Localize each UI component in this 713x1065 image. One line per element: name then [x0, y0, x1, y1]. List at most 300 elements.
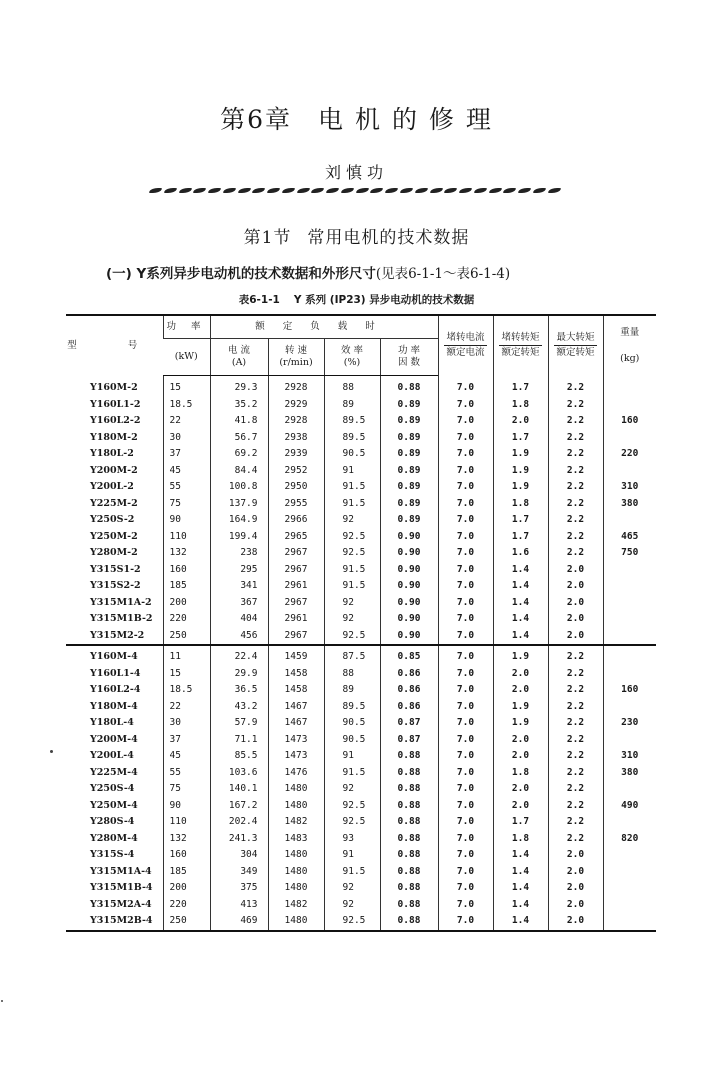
table-row [66, 578, 656, 595]
subsection-reference: (见表6-1-1～表6-1-4) [375, 266, 511, 282]
model-cell: Y250S-2 [90, 514, 135, 525]
ornament-leaf-icon [400, 188, 414, 193]
model-cell: Y315S2-2 [90, 580, 141, 591]
speed-cell: 1473 [268, 732, 324, 749]
table-row [66, 413, 656, 430]
speed-cell: 2928 [268, 413, 324, 430]
efficiency-cell: 91.5 [324, 479, 380, 496]
model-cell: Y250S-4 [90, 783, 135, 794]
model-cell: Y315M1B-4 [90, 882, 153, 893]
locked-torque-ratio-cell: 1.9 [493, 645, 548, 666]
table-row [66, 611, 656, 628]
current-cell: 57.9 [210, 715, 268, 732]
locked-torque-ratio-cell: 1.9 [493, 715, 548, 732]
locked-torque-ratio-cell: 1.4 [493, 562, 548, 579]
current-cell: 84.4 [210, 463, 268, 480]
model-cell: Y160L2-4 [90, 684, 141, 695]
ornament-leaf-icon [178, 188, 192, 193]
header-power-factor: 功 率 因 数 [380, 339, 438, 376]
speed-cell: 2965 [268, 529, 324, 546]
chapter-label: 第6章 [220, 105, 293, 134]
table-row [66, 376, 656, 397]
table-row [66, 864, 656, 881]
weight-cell [603, 430, 656, 447]
locked-torque-ratio-cell: 1.9 [493, 463, 548, 480]
model-cell: Y250M-4 [90, 799, 138, 811]
weight-cell: 310 [603, 479, 656, 496]
max-torque-ratio-cell: 2.0 [548, 562, 603, 579]
model-cell: Y250M-2 [90, 530, 138, 542]
power-cell: 22 [163, 699, 210, 716]
power-factor-cell: 0.88 [380, 798, 438, 815]
efficiency-cell: 91.5 [324, 578, 380, 595]
weight-cell [603, 732, 656, 749]
power-cell: 30 [163, 715, 210, 732]
ornament-leaf-icon [208, 188, 222, 193]
locked-current-ratio-cell: 7.0 [438, 562, 493, 579]
ornament-leaf-icon [385, 188, 399, 193]
chapter-name: 电 机 的 修 理 [318, 105, 493, 134]
locked-current-ratio-cell: 7.0 [438, 897, 493, 914]
max-torque-ratio-cell: 2.2 [548, 765, 603, 782]
locked-current-ratio-cell: 7.0 [438, 781, 493, 798]
table-row [66, 880, 656, 897]
efficiency-cell: 89.5 [324, 413, 380, 430]
efficiency-cell: 91.5 [324, 864, 380, 881]
efficiency-cell: 89.5 [324, 430, 380, 447]
speed-cell: 1480 [268, 864, 324, 881]
table-number: 表6-1-1 [238, 294, 280, 306]
model-cell: Y160L1-2 [90, 398, 141, 410]
power-cell: 90 [163, 512, 210, 529]
locked-current-ratio-cell: 7.0 [438, 430, 493, 447]
model-cell: Y180L-4 [90, 717, 134, 728]
current-cell: 349 [210, 864, 268, 881]
locked-torque-ratio-cell: 1.7 [493, 529, 548, 546]
max-torque-ratio-cell: 2.2 [548, 463, 603, 480]
table-group-4-pole [66, 645, 656, 931]
max-torque-ratio-cell: 2.0 [548, 880, 603, 897]
locked-torque-ratio-cell: 1.4 [493, 897, 548, 914]
table-row [66, 847, 656, 864]
power-cell: 132 [163, 831, 210, 848]
ornament-leaf-icon [252, 188, 266, 193]
model-cell: Y315S1-2 [90, 563, 141, 575]
header-locked-current-ratio: $\frac{\text{堵转电流}}{\text{额定电流}}$ [438, 315, 493, 376]
locked-torque-ratio-cell: 2.0 [493, 732, 548, 749]
max-torque-ratio-cell: 2.2 [548, 430, 603, 447]
max-torque-ratio-cell: 2.2 [548, 545, 603, 562]
table-caption [0, 292, 713, 307]
model-cell: Y315M1A-4 [90, 865, 152, 877]
header-efficiency: 效 率 (%) [324, 339, 380, 376]
power-cell: 22 [163, 413, 210, 430]
power-factor-cell: 0.87 [380, 715, 438, 732]
speed-cell: 1482 [268, 814, 324, 831]
power-cell: 250 [163, 913, 210, 931]
efficiency-cell: 91.5 [324, 496, 380, 513]
weight-cell [603, 645, 656, 666]
efficiency-cell: 93 [324, 831, 380, 848]
locked-current-ratio-cell: 7.0 [438, 765, 493, 782]
current-cell: 341 [210, 578, 268, 595]
table-row [66, 562, 656, 579]
efficiency-cell: 92 [324, 781, 380, 798]
max-torque-ratio-cell: 2.0 [548, 595, 603, 612]
table-row [66, 748, 656, 765]
efficiency-cell: 92 [324, 611, 380, 628]
power-factor-cell: 0.86 [380, 699, 438, 716]
power-cell: 185 [163, 864, 210, 881]
speed-cell: 1480 [268, 781, 324, 798]
efficiency-cell: 87.5 [324, 645, 380, 666]
ornament-leaf-icon [341, 188, 355, 193]
model-cell: Y225M-2 [90, 497, 138, 509]
current-cell: 35.2 [210, 397, 268, 414]
model-cell: Y280S-4 [90, 816, 135, 827]
current-cell: 36.5 [210, 682, 268, 699]
table-row [66, 463, 656, 480]
speed-cell: 1480 [268, 880, 324, 897]
table-row [66, 512, 656, 529]
efficiency-cell: 92 [324, 897, 380, 914]
weight-cell [603, 847, 656, 864]
efficiency-cell: 92 [324, 595, 380, 612]
max-torque-ratio-cell: 2.2 [548, 682, 603, 699]
power-cell: 45 [163, 748, 210, 765]
current-cell: 469 [210, 913, 268, 931]
table-row [66, 397, 656, 414]
max-torque-ratio-cell: 2.2 [548, 732, 603, 749]
power-cell: 55 [163, 765, 210, 782]
current-cell: 456 [210, 628, 268, 646]
power-cell: 110 [163, 529, 210, 546]
power-cell: 30 [163, 430, 210, 447]
locked-torque-ratio-cell: 1.4 [493, 864, 548, 881]
header-speed: 转 速 (r/min) [268, 339, 324, 376]
weight-cell [603, 376, 656, 397]
ornament-leaf-icon [547, 188, 561, 193]
model-cell: Y280M-2 [90, 547, 138, 558]
power-cell: 200 [163, 595, 210, 612]
weight-cell: 380 [603, 765, 656, 782]
section-name: 常用电机的技术数据 [307, 228, 470, 248]
speed-cell: 1467 [268, 699, 324, 716]
power-cell: 15 [163, 666, 210, 683]
speed-cell: 2955 [268, 496, 324, 513]
power-factor-cell: 0.90 [380, 595, 438, 612]
weight-cell: 220 [603, 446, 656, 463]
speed-cell: 1467 [268, 715, 324, 732]
efficiency-cell: 89 [324, 682, 380, 699]
section-title [0, 223, 713, 248]
locked-torque-ratio-cell: 1.7 [493, 512, 548, 529]
current-cell: 241.3 [210, 831, 268, 848]
table-row [66, 798, 656, 815]
locked-torque-ratio-cell: 1.4 [493, 628, 548, 646]
locked-current-ratio-cell: 7.0 [438, 699, 493, 716]
max-torque-ratio-cell: 2.2 [548, 645, 603, 666]
locked-current-ratio-cell: 7.0 [438, 645, 493, 666]
weight-cell: 160 [603, 413, 656, 430]
speed-cell: 1459 [268, 645, 324, 666]
locked-current-ratio-cell: 7.0 [438, 376, 493, 397]
max-torque-ratio-cell: 2.2 [548, 699, 603, 716]
model-cell: Y315M1B-2 [90, 613, 153, 624]
power-cell: 37 [163, 732, 210, 749]
efficiency-cell: 88 [324, 376, 380, 397]
locked-torque-ratio-cell: 2.0 [493, 798, 548, 815]
model-cell: Y180M-2 [90, 431, 138, 443]
locked-current-ratio-cell: 7.0 [438, 715, 493, 732]
ornament-leaf-icon [237, 188, 251, 193]
current-cell: 367 [210, 595, 268, 612]
table-row [66, 645, 656, 666]
table-row [66, 666, 656, 683]
model-cell: Y200M-2 [90, 464, 138, 476]
power-factor-cell: 0.88 [380, 376, 438, 397]
locked-torque-ratio-cell: 1.4 [493, 913, 548, 931]
author-name: 刘慎功 [324, 163, 388, 182]
speed-cell: 2967 [268, 628, 324, 646]
power-factor-cell: 0.90 [380, 578, 438, 595]
locked-current-ratio-cell: 7.0 [438, 496, 493, 513]
table-row [66, 765, 656, 782]
weight-cell: 750 [603, 545, 656, 562]
ornament-leaf-icon [311, 188, 325, 193]
locked-torque-ratio-cell: 1.8 [493, 397, 548, 414]
locked-torque-ratio-cell: 1.9 [493, 699, 548, 716]
speed-cell: 2939 [268, 446, 324, 463]
weight-cell: 490 [603, 798, 656, 815]
weight-cell [603, 781, 656, 798]
model-cell: Y225M-4 [90, 766, 138, 778]
ornament-leaf-icon [488, 188, 502, 193]
locked-current-ratio-cell: 7.0 [438, 512, 493, 529]
speed-cell: 2950 [268, 479, 324, 496]
locked-current-ratio-cell: 7.0 [438, 814, 493, 831]
current-cell: 140.1 [210, 781, 268, 798]
power-factor-cell: 0.90 [380, 545, 438, 562]
model-cell: Y280M-4 [90, 832, 138, 844]
table-row [66, 545, 656, 562]
efficiency-cell: 91 [324, 847, 380, 864]
power-cell: 15 [163, 376, 210, 397]
model-cell: Y315M2A-4 [90, 898, 152, 910]
ornament-leaf-icon [193, 188, 207, 193]
weight-cell [603, 611, 656, 628]
speed-cell: 2938 [268, 430, 324, 447]
weight-cell [603, 699, 656, 716]
power-cell: 200 [163, 880, 210, 897]
ornament-leaf-icon [444, 188, 458, 193]
locked-torque-ratio-cell: 1.4 [493, 595, 548, 612]
locked-current-ratio-cell: 7.0 [438, 628, 493, 646]
power-factor-cell: 0.89 [380, 463, 438, 480]
subsection-heading [106, 262, 510, 282]
table-row [66, 682, 656, 699]
efficiency-cell: 90.5 [324, 715, 380, 732]
speed-cell: 1480 [268, 847, 324, 864]
header-current: 电 流 (A) [210, 339, 268, 376]
speed-cell: 2928 [268, 376, 324, 397]
chapter-title [0, 100, 713, 136]
efficiency-cell: 91.5 [324, 562, 380, 579]
max-torque-ratio-cell: 2.2 [548, 376, 603, 397]
table-row [66, 913, 656, 931]
current-cell: 85.5 [210, 748, 268, 765]
power-factor-cell: 0.89 [380, 479, 438, 496]
locked-torque-ratio-cell: 1.4 [493, 847, 548, 864]
locked-torque-ratio-cell: 2.0 [493, 781, 548, 798]
ornament-leaf-icon [459, 188, 473, 193]
power-factor-cell: 0.88 [380, 897, 438, 914]
efficiency-cell: 92.5 [324, 798, 380, 815]
speed-cell: 2966 [268, 512, 324, 529]
scan-speck [1, 1000, 3, 1002]
locked-torque-ratio-cell: 1.8 [493, 831, 548, 848]
max-torque-ratio-cell: 2.2 [548, 512, 603, 529]
power-factor-cell: 0.88 [380, 913, 438, 931]
max-torque-ratio-cell: 2.0 [548, 628, 603, 646]
header-rated-load-group: 额定负载时 [210, 315, 438, 339]
efficiency-cell: 88 [324, 666, 380, 683]
table-row [66, 496, 656, 513]
max-torque-ratio-cell: 2.0 [548, 864, 603, 881]
locked-torque-ratio-cell: 2.0 [493, 666, 548, 683]
ornament-leaf-icon [429, 188, 443, 193]
locked-torque-ratio-cell: 2.0 [493, 748, 548, 765]
efficiency-cell: 92.5 [324, 628, 380, 646]
weight-cell [603, 463, 656, 480]
current-cell: 167.2 [210, 798, 268, 815]
model-cell: Y180M-4 [90, 700, 138, 712]
ornament-leaf-icon [370, 188, 384, 193]
max-torque-ratio-cell: 2.2 [548, 748, 603, 765]
current-cell: 56.7 [210, 430, 268, 447]
weight-cell [603, 666, 656, 683]
locked-current-ratio-cell: 7.0 [438, 732, 493, 749]
weight-cell [603, 897, 656, 914]
power-cell: 75 [163, 781, 210, 798]
locked-current-ratio-cell: 7.0 [438, 446, 493, 463]
max-torque-ratio-cell: 2.2 [548, 781, 603, 798]
ornament-leaf-icon [163, 188, 177, 193]
weight-cell [603, 595, 656, 612]
weight-cell [603, 814, 656, 831]
locked-current-ratio-cell: 7.0 [438, 913, 493, 931]
locked-current-ratio-cell: 7.0 [438, 529, 493, 546]
locked-torque-ratio-cell: 1.7 [493, 430, 548, 447]
locked-current-ratio-cell: 7.0 [438, 666, 493, 683]
power-factor-cell: 0.89 [380, 413, 438, 430]
speed-cell: 1480 [268, 798, 324, 815]
speed-cell: 2929 [268, 397, 324, 414]
locked-current-ratio-cell: 7.0 [438, 880, 493, 897]
max-torque-ratio-cell: 2.0 [548, 913, 603, 931]
power-factor-cell: 0.88 [380, 781, 438, 798]
speed-cell: 1480 [268, 913, 324, 931]
locked-torque-ratio-cell: 1.4 [493, 880, 548, 897]
current-cell: 199.4 [210, 529, 268, 546]
current-cell: 202.4 [210, 814, 268, 831]
power-cell: 18.5 [163, 682, 210, 699]
current-cell: 304 [210, 847, 268, 864]
current-cell: 43.2 [210, 699, 268, 716]
speed-cell: 2967 [268, 595, 324, 612]
power-factor-cell: 0.88 [380, 748, 438, 765]
ornament-leaf-icon [149, 188, 163, 193]
max-torque-ratio-cell: 2.0 [548, 897, 603, 914]
speed-cell: 2952 [268, 463, 324, 480]
current-cell: 375 [210, 880, 268, 897]
header-model: 型 号 [66, 315, 163, 376]
efficiency-cell: 91 [324, 463, 380, 480]
model-cell: Y160L1-4 [90, 667, 141, 679]
current-cell: 29.9 [210, 666, 268, 683]
table-group-2-pole [66, 376, 656, 646]
power-cell: 55 [163, 479, 210, 496]
table-row [66, 831, 656, 848]
ornament-leaf-icon [473, 188, 487, 193]
efficiency-cell: 92.5 [324, 529, 380, 546]
header-weight: 重量 (kg) [603, 315, 656, 376]
power-factor-cell: 0.90 [380, 611, 438, 628]
locked-torque-ratio-cell: 2.0 [493, 413, 548, 430]
power-factor-cell: 0.89 [380, 397, 438, 414]
section-label: 第1节 [243, 228, 292, 248]
locked-torque-ratio-cell: 1.4 [493, 578, 548, 595]
locked-torque-ratio-cell: 1.6 [493, 545, 548, 562]
ornament-divider [150, 185, 560, 195]
weight-cell [603, 512, 656, 529]
locked-torque-ratio-cell: 1.7 [493, 376, 548, 397]
locked-current-ratio-cell: 7.0 [438, 847, 493, 864]
current-cell: 29.3 [210, 376, 268, 397]
model-cell: Y180L-2 [90, 448, 134, 459]
power-cell: 220 [163, 611, 210, 628]
table-row [66, 897, 656, 914]
max-torque-ratio-cell: 2.2 [548, 666, 603, 683]
model-cell: Y160L2-2 [90, 415, 141, 426]
current-cell: 41.8 [210, 413, 268, 430]
model-cell: Y200L-2 [90, 481, 134, 492]
locked-current-ratio-cell: 7.0 [438, 864, 493, 881]
ornament-leaf-icon [267, 188, 281, 193]
power-factor-cell: 0.90 [380, 529, 438, 546]
locked-torque-ratio-cell: 1.9 [493, 479, 548, 496]
speed-cell: 2967 [268, 562, 324, 579]
max-torque-ratio-cell: 2.2 [548, 413, 603, 430]
locked-torque-ratio-cell: 2.0 [493, 682, 548, 699]
ornament-leaf-icon [296, 188, 310, 193]
power-cell: 220 [163, 897, 210, 914]
speed-cell: 1482 [268, 897, 324, 914]
table-row [66, 715, 656, 732]
locked-current-ratio-cell: 7.0 [438, 798, 493, 815]
power-cell: 132 [163, 545, 210, 562]
model-cell: Y315M1A-2 [90, 596, 152, 608]
weight-cell [603, 578, 656, 595]
weight-cell [603, 397, 656, 414]
power-factor-cell: 0.88 [380, 814, 438, 831]
speed-cell: 1476 [268, 765, 324, 782]
power-cell: 185 [163, 578, 210, 595]
table-row [66, 529, 656, 546]
power-factor-cell: 0.88 [380, 765, 438, 782]
speed-cell: 1458 [268, 682, 324, 699]
model-cell: Y315M2-2 [66, 628, 163, 646]
